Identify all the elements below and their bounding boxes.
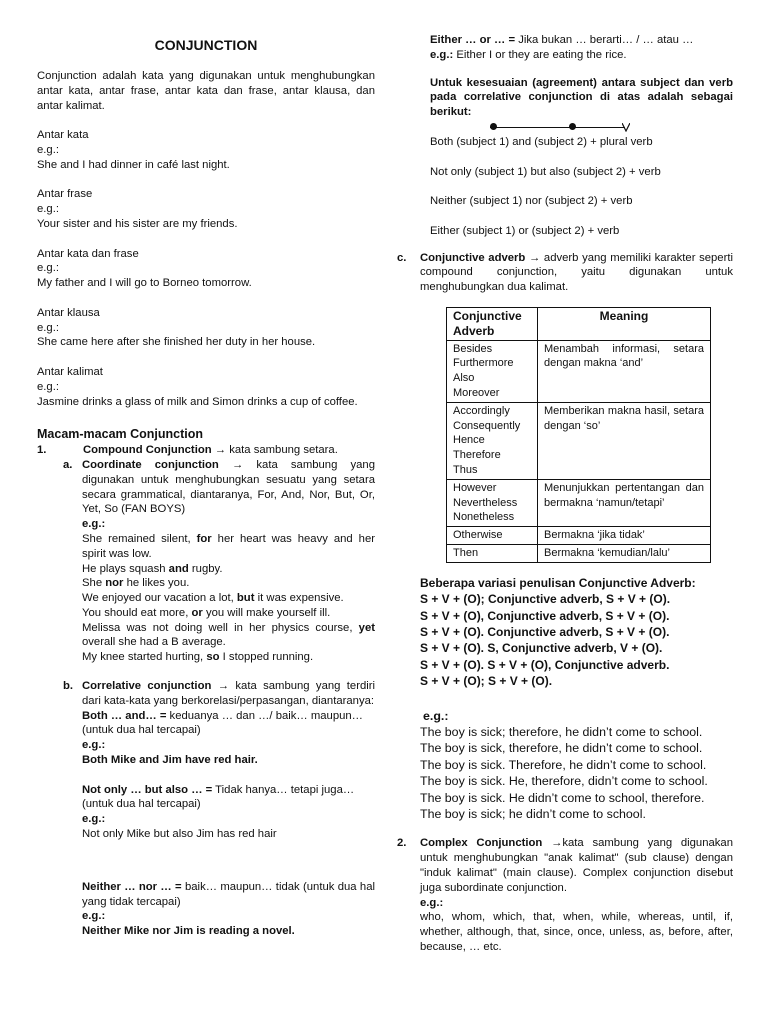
complex-title: Complex Conjunction: [420, 837, 543, 850]
eg-label: e.g.:: [37, 143, 59, 156]
correlative-conjunction: [63, 679, 375, 939]
coordinate-desc: kata sambung yang digunakan untuk menghubungkan sesuatu yang setara secara grammatical, diantaranya, For, And, Nor, But, Or, Yet, So (FAN BOYS): [82, 458, 376, 516]
adverb-example: The boy is sick; he didn’t come to school.: [420, 806, 646, 821]
type-example: She came here after she finished her duty in her house.: [37, 336, 316, 349]
type-name: Antar kata: [37, 129, 89, 142]
coordinate-conjunction: [63, 458, 375, 665]
type-antar-klausa: [37, 306, 375, 350]
intro-paragraph: Conjunction adalah kata yang digunakan untuk menghubungkan antar kata, antar frase, antar kata dan frase, antar klausa, dan antar kalimat.: [37, 70, 375, 112]
variasi-block: [397, 575, 733, 690]
arrow-down-icon: [622, 123, 630, 132]
coordinate-example: She remained silent, for her heart was heavy and her spirit was low.: [82, 532, 375, 560]
page-title: CONJUNCTION: [154, 37, 258, 53]
compound-desc: kata sambung setara.: [229, 444, 338, 457]
arrow-icon: →: [551, 837, 563, 850]
table-row: Then Bermakna ‘kemudian/lalu’: [447, 544, 711, 562]
macam-heading: Macam-macam Conjunction: [37, 427, 204, 442]
coordinate-title: Coordinate conjunction: [82, 458, 219, 471]
coordinate-example: He plays squash and rugby.: [82, 562, 223, 575]
correlative-desc: kata sambung yang terdiri dari kata-kata yang berkorelasi/perpasangan, diantaranya:: [82, 680, 376, 707]
adverb-example: The boy is sick, therefore, he didn’t come to school.: [420, 741, 703, 756]
adverb-example: The boy is sick. He, therefore, didn’t come to school.: [420, 774, 708, 789]
item-letter: a.: [63, 458, 73, 471]
eg-label: e.g.:: [82, 518, 106, 531]
type-example: She and I had dinner in café last night.: [37, 158, 230, 171]
pair-example: Not only Mike but also Jim has red hair: [82, 828, 277, 841]
arrow-icon: →: [217, 680, 230, 693]
coordinate-example: My knee started hurting, so I stopped running.: [82, 651, 314, 664]
pair-example: Both Mike and Jim have red hair.: [82, 754, 258, 767]
adverb-desc: adverb yang memiliki karakter seperti compound conjunction, yaitu digunakan untuk menghubungkan dua kalimat.: [420, 251, 734, 294]
complex-list: who, whom, which, that, when, while, whereas, until, if, whether, although, that, since, once, unless, as, before, after, because, … etc.: [420, 911, 733, 953]
arrow-icon: →: [231, 458, 244, 471]
coordinate-example: She nor he likes you.: [82, 577, 190, 590]
variasi-formula: S + V + (O); S + V + (O).: [420, 674, 553, 689]
conjunctive-adverb-table: [446, 307, 711, 563]
type-example: Jasmine drinks a glass of milk and Simon drinks a cup of coffee.: [37, 395, 358, 408]
table-header: Meaning: [538, 307, 711, 340]
complex-conjunction-section: 2. Complex Conjunction →kata sambung yang digunakan untuk menghubungkan "anak kalimat" (sub clause) dengan "induk kalimat" (main clause). Complex conjunction disebut juga subordinate conjunction. e.g.: who, whom, which, that, when, while, whereas, until, if, whether, although, that, since, once, unless, as, before, after, because, … etc.: [397, 837, 733, 953]
table-header: Conjunctive Adverb: [447, 307, 538, 340]
correlative-title: Correlative conjunction: [82, 680, 212, 693]
variasi-formula: S + V + (O). Conjunctive adverb, S + V + (O).: [420, 624, 670, 639]
adverb-example: The boy is sick; therefore, he didn’t come to school.: [420, 724, 703, 739]
eg-label: e.g.:: [37, 321, 59, 334]
agreement-rule: Neither (subject 1) nor (subject 2) + verb: [430, 195, 633, 208]
compound-title: Compound Conjunction: [83, 444, 212, 457]
coordinate-example: We enjoyed our vacation a lot, but it was expensive.: [82, 592, 344, 605]
agreement-rule: Either (subject 1) or (subject 2) + verb: [430, 224, 620, 237]
eg-label: e.g.:: [423, 708, 449, 723]
table-header-row: [447, 307, 711, 340]
agreement-rule: Not only (subject 1) but also (subject 2) + verb: [430, 165, 661, 178]
agreement-diagram: [397, 121, 733, 135]
type-antar-frase: [37, 187, 375, 231]
eg-label: e.g.:: [37, 262, 59, 275]
adverb-title: Conjunctive adverb: [420, 251, 526, 264]
table-row: However Nevertheless Nonetheless Menunjukkan pertentangan dan bermakna ‘namun/tetapi’: [447, 479, 711, 526]
arrow-icon: →: [528, 251, 541, 264]
agreement-heading: Untuk kesesuaian (agreement) antara subject dan verb pada correlative conjunction di atas adalah sebagai berikut:: [430, 76, 733, 119]
type-example: Your sister and his sister are my friends.: [37, 217, 238, 230]
arrow-icon: →: [214, 444, 227, 457]
coordinate-example: You should eat more, or you will make yourself ill.: [82, 606, 331, 619]
variasi-formula: S + V + (O), Conjunctive adverb, S + V + (O).: [420, 608, 670, 623]
coordinate-example: Melissa was not doing well in her physics course, yet overall she had a B average.: [82, 621, 375, 649]
table-row: Otherwise Bermakna ‘jika tidak’: [447, 527, 711, 545]
eg-label: e.g.:: [37, 380, 59, 393]
type-name: Antar kata dan frase: [37, 247, 139, 260]
variasi-formula: S + V + (O). S, Conjunctive adverb, V + (O).: [420, 641, 663, 656]
variasi-heading: Beberapa variasi penulisan Conjunctive Adverb:: [420, 575, 696, 590]
left-column: [37, 36, 375, 939]
adverb-examples: [397, 708, 733, 823]
eg-label: e.g.:: [420, 896, 444, 909]
compound-conjunction-item: [37, 443, 375, 458]
table-row: Besides Furthermore Also Moreover Menambah informasi, setara dengan makna ‘and’: [447, 340, 711, 402]
pair-not-only-but-also: Not only … but also … = Tidak hanya… tetapi juga… (untuk dua hal tercapai) e.g.: Not only Mike but also Jim has red hair: [82, 783, 375, 842]
item-number: 1.: [37, 444, 47, 457]
right-column: [397, 33, 733, 955]
type-name: Antar klausa: [37, 306, 100, 319]
complex-desc: kata sambung yang digunakan untuk menghubungkan "anak kalimat" (sub clause) dengan "induk kalimat" (main clause). Complex conjunction disebut juga subordinate conjunction.: [420, 837, 733, 894]
type-example: My father and I will go to Borneo tomorrow.: [37, 277, 252, 290]
pair-example: Neither Mike nor Jim is reading a novel.: [82, 925, 295, 938]
conjunctive-adverb-section: c. Conjunctive adverb → adverb yang memiliki karakter seperti compound conjunction, yaitu digunakan untuk menghubungkan dua kalimat.: [397, 251, 734, 294]
pair-both-and: Both … and… = keduanya … dan …/ baik… maupun… (untuk dua hal tercapai) e.g.: Both Mike and Jim have red hair.: [82, 709, 375, 768]
eg-label: e.g.:: [37, 203, 59, 216]
adverb-example: The boy is sick. He didn’t come to school, therefore.: [420, 790, 705, 805]
type-name: Antar kalimat: [37, 365, 103, 378]
type-antar-kata: [37, 128, 375, 172]
agreement-rule: Both (subject 1) and (subject 2) + plural verb: [430, 135, 653, 148]
pair-either-or: Either … or … = Jika bukan … berarti… / … atau … e.g.: Either I or they are eating the rice.: [430, 34, 694, 61]
agreement-marker: [490, 121, 650, 135]
pair-neither-nor: Neither … nor … = baik… maupun… tidak (untuk dua hal yang tidak tercapai) e.g.: Neither Mike nor Jim is reading a novel.: [82, 880, 375, 938]
agreement-rules: [397, 135, 733, 239]
type-antar-kalimat: [37, 365, 375, 409]
variasi-formula: S + V + (O). S + V + (O), Conjunctive adverb.: [420, 657, 670, 672]
adverb-example: The boy is sick. Therefore, he didn’t come to school.: [420, 757, 707, 772]
table-row: Accordingly Consequently Hence Therefore Thus Memberikan makna hasil, setara dengan ‘so’: [447, 402, 711, 479]
item-letter: b.: [63, 680, 74, 693]
type-antar-kata-dan-frase: [37, 247, 375, 291]
variasi-formula: S + V + (O); Conjunctive adverb, S + V + (O).: [420, 592, 671, 607]
type-name: Antar frase: [37, 188, 93, 201]
